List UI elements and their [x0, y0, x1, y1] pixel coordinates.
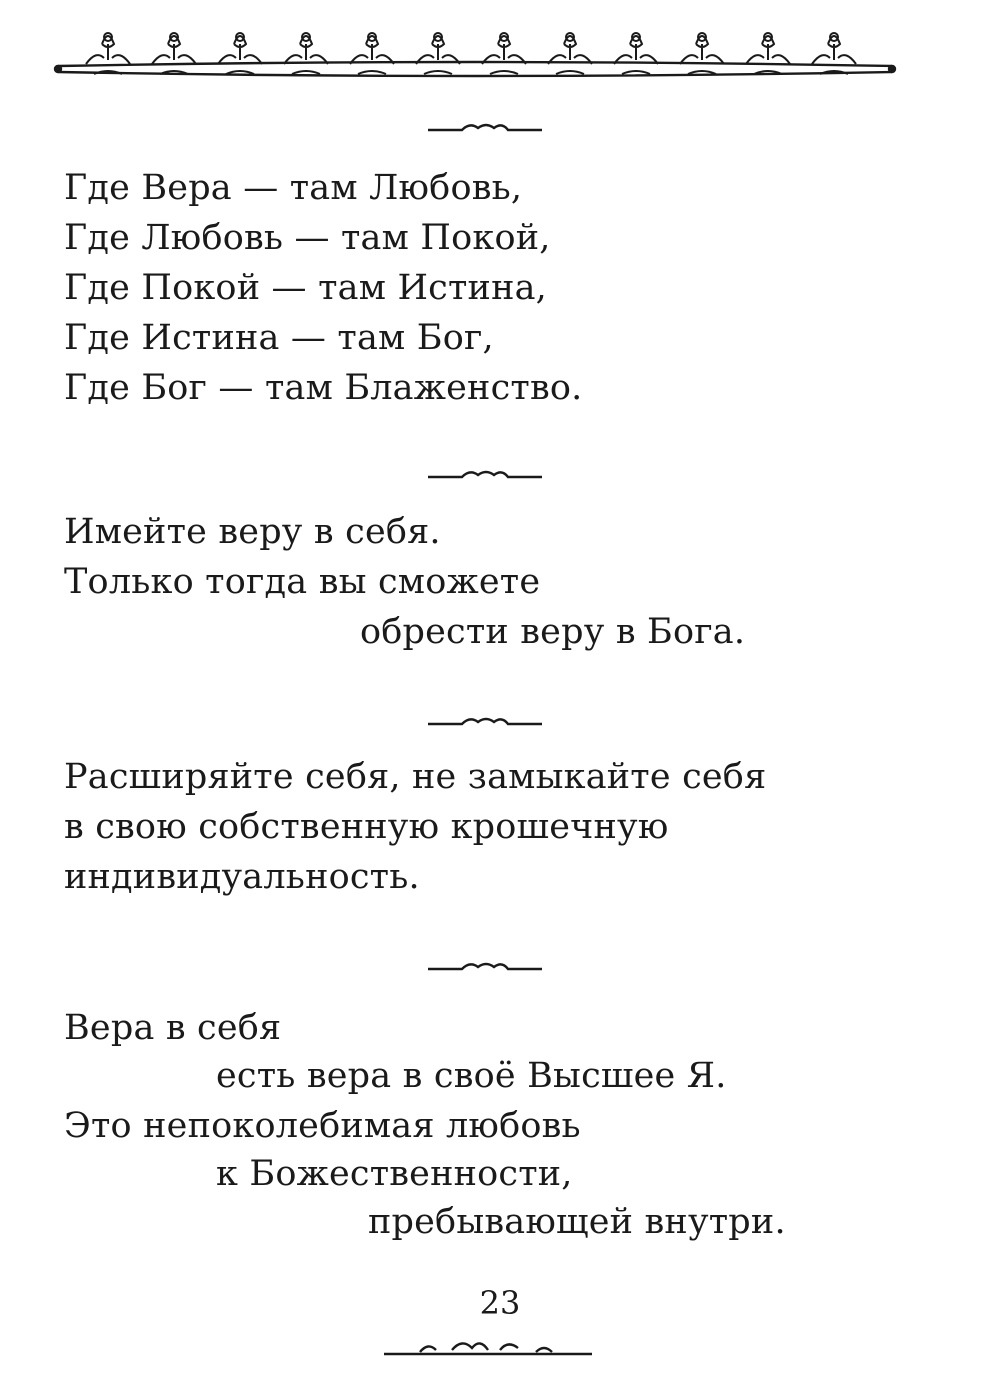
section-divider [0, 465, 1000, 485]
quote-line: Только тогда вы сможете [64, 562, 541, 602]
poem-line: Где Вера — там Любовь, [64, 168, 523, 208]
section-divider [0, 712, 1000, 732]
poem-line: Где Покой — там Истина, [64, 268, 547, 308]
page-number: 23 [479, 1284, 521, 1322]
top-ornament-border [50, 20, 900, 80]
quote-line: есть вера в своё Высшее Я. [216, 1056, 727, 1096]
quote-line: Вера в себя [64, 1008, 282, 1048]
quote-line: в свою собственную крошечную [64, 807, 669, 847]
quote-line: к Божественности, [216, 1154, 573, 1194]
quote-line: пребывающей внутри. [368, 1202, 786, 1242]
footer-ornament [380, 1330, 600, 1362]
poem-line: Где Бог — там Блаженство. [64, 368, 583, 408]
quote-line: Имейте веру в себя. [64, 512, 441, 552]
section-divider [0, 118, 1000, 138]
section-divider [0, 957, 1000, 977]
quote-line: индивидуальность. [64, 857, 420, 897]
quote-line: Это непоколебимая любовь [64, 1106, 581, 1146]
poem-line: Где Истина — там Бог, [64, 318, 494, 358]
quote-line: Расширяйте себя, не замыкайте себя [64, 757, 767, 797]
poem-line: Где Любовь — там Покой, [64, 218, 551, 258]
quote-line: обрести веру в Бога. [360, 612, 746, 652]
